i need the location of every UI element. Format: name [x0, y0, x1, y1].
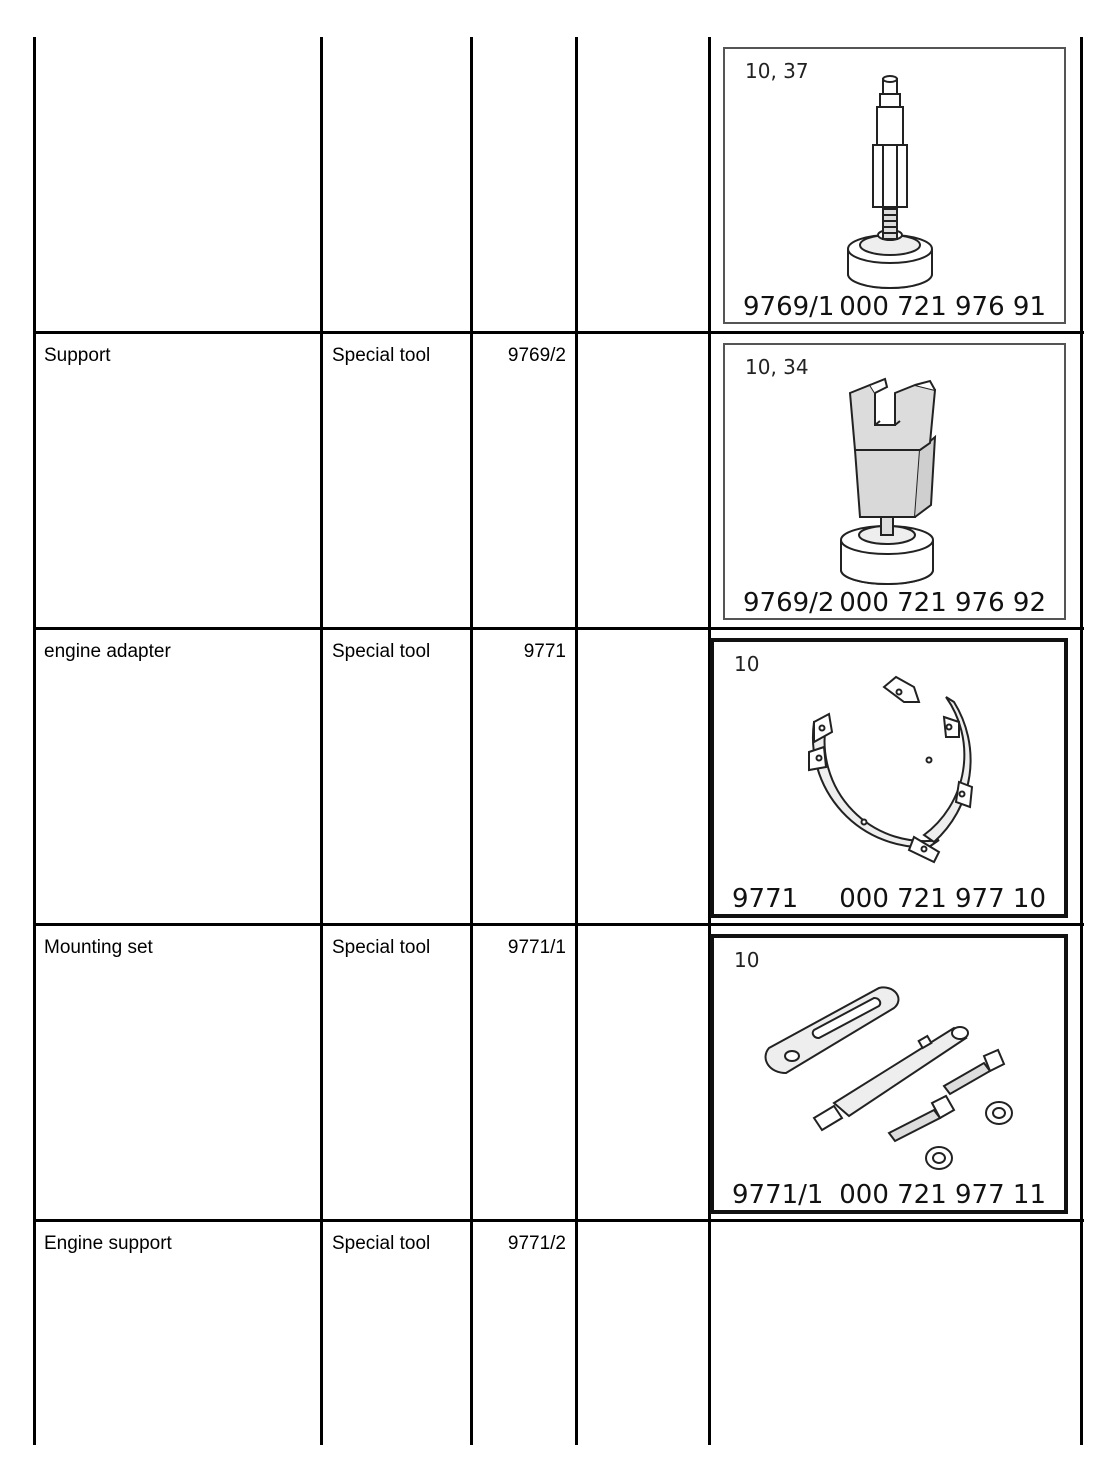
figure-part-number: 000 721 977 10 — [839, 884, 1046, 914]
figure-caption — [743, 588, 1046, 618]
figure-caption — [732, 884, 1046, 914]
figure-part-number: 000 721 976 91 — [839, 292, 1046, 322]
tool-number: 9769/2 — [507, 345, 566, 366]
mounting-set-icon — [714, 938, 1064, 1210]
table-border-left — [33, 37, 36, 1445]
row-divider — [33, 627, 1084, 630]
tool-figure — [710, 934, 1068, 1214]
row-divider — [33, 1219, 1084, 1222]
tool-figure — [710, 638, 1068, 918]
tool-description: Mounting set — [44, 937, 153, 958]
figure-page-refs: 10, 34 — [745, 355, 809, 379]
tool-type: Special tool — [332, 1233, 431, 1254]
figure-tool-number: 9771 — [732, 884, 799, 914]
tool-number: 9771/2 — [507, 1233, 566, 1254]
tool-figure — [723, 343, 1066, 620]
figure-part-number: 000 721 977 11 — [839, 1180, 1046, 1210]
row-divider — [33, 331, 1084, 334]
tool-description: Support — [44, 345, 111, 366]
column-divider — [320, 37, 323, 1445]
tool-type: Special tool — [332, 641, 431, 662]
threaded-press-tool-icon — [725, 49, 1068, 326]
figure-page-refs: 10 — [734, 948, 760, 972]
tool-type: Special tool — [332, 937, 431, 958]
tool-type: Special tool — [332, 345, 431, 366]
figure-caption — [743, 292, 1046, 322]
tool-figure — [723, 47, 1066, 324]
column-divider — [470, 37, 473, 1445]
engine-adapter-ring-icon — [714, 642, 1064, 914]
tool-description: engine adapter — [44, 641, 171, 662]
tool-number: 9771 — [523, 641, 566, 662]
column-divider — [575, 37, 578, 1445]
figure-tool-number: 9769/1 — [743, 292, 835, 322]
table-border-right — [1080, 37, 1083, 1445]
tool-number: 9771/1 — [507, 937, 566, 958]
figure-tool-number: 9769/2 — [743, 588, 835, 618]
figure-caption — [732, 1180, 1046, 1210]
figure-page-refs: 10, 37 — [745, 59, 809, 83]
row-divider — [33, 923, 1084, 926]
tool-description: Engine support — [44, 1233, 172, 1254]
figure-tool-number: 9771/1 — [732, 1180, 824, 1210]
figure-part-number: 000 721 976 92 — [839, 588, 1046, 618]
support-block-icon — [725, 345, 1068, 622]
figure-page-refs: 10 — [734, 652, 760, 676]
